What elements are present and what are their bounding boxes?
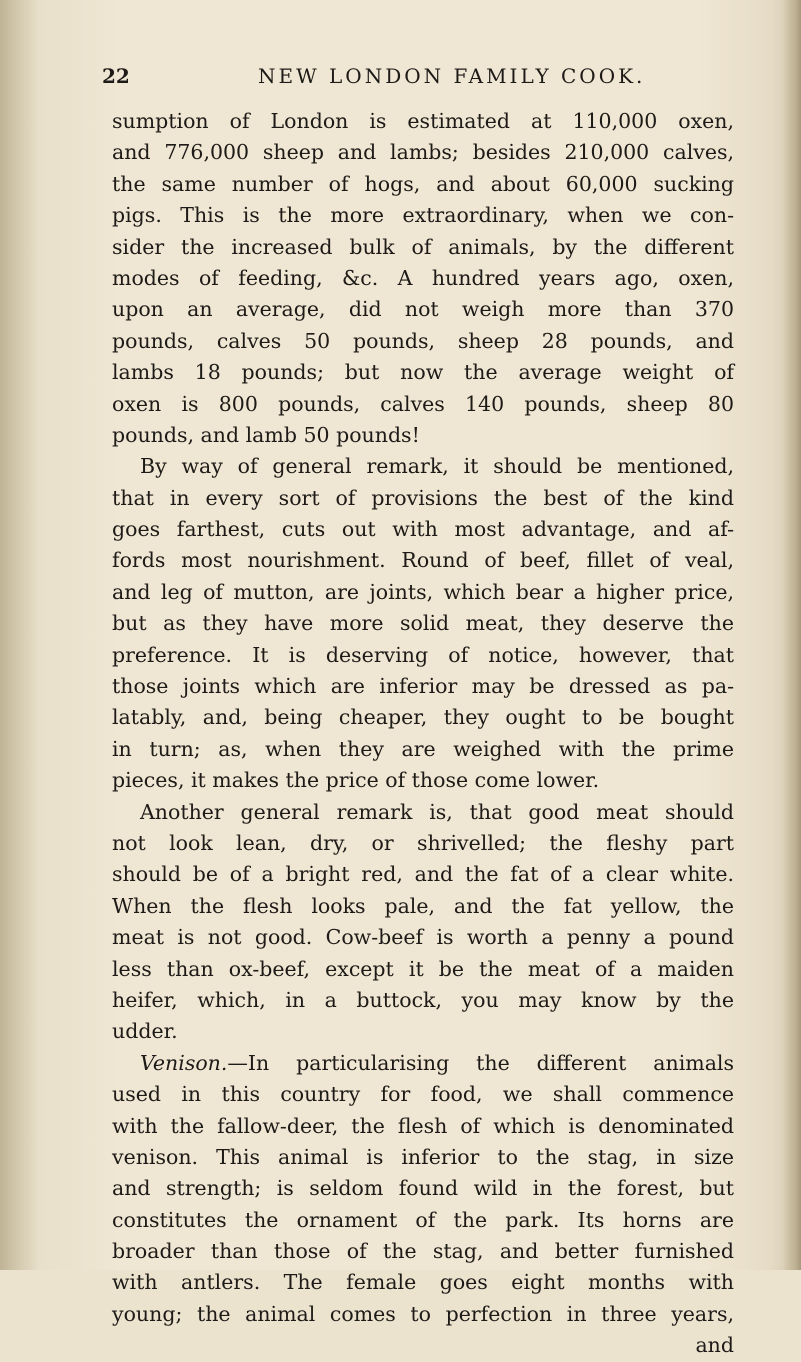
text-line: By way of general remark, it should be mentioned, (140, 454, 734, 479)
running-head: NEW LONDON FAMILY COOK. (258, 64, 646, 88)
text-line: in turn; as, when they are weighed with the prime (112, 736, 734, 761)
body-text (112, 106, 734, 1362)
text-line: pieces, it makes the price of those come lower. (112, 768, 600, 793)
text-line: upon an average, did not weigh more than 370 (112, 297, 734, 322)
text-line: pigs. This is the more extraordinary, when we con- (112, 203, 734, 228)
text-line: but as they have more solid meat, they deserve the (112, 611, 734, 636)
text-line: constitutes the ornament of the park. Its horns are (112, 1207, 734, 1232)
text-line: heifer, which, in a buttock, you may know by the (112, 987, 734, 1012)
text-line: the same number of hogs, and about 60,000 sucking (112, 171, 734, 196)
text-line: young; the animal comes to perfection in three years, (112, 1301, 734, 1326)
text-line: and strength; is seldom found wild in the forest, but (112, 1176, 734, 1201)
text-line: latably, and, being cheaper, they ought to be bought (112, 705, 734, 730)
page-header (102, 64, 742, 94)
text-line: fords most nourishment. Round of beef, fillet of veal, (112, 548, 734, 573)
text-line: and leg of mutton, are joints, which bear a higher price, (112, 579, 734, 604)
text-line: not look lean, dry, or shrivelled; the fleshy part (112, 830, 734, 855)
text-line: those joints which are inferior may be dressed as pa- (112, 674, 734, 699)
text-line: sider the increased bulk of animals, by the different (112, 234, 734, 259)
text-line: venison. This animal is inferior to the stag, in size (112, 1144, 734, 1169)
text-line: preference. It is deserving of notice, however, that (112, 642, 734, 667)
text-line: that in every sort of provisions the best of the kind (112, 485, 734, 510)
text-line: broader than those of the stag, and better furnished (112, 1239, 734, 1264)
text-line: with antlers. The female goes eight months with (112, 1270, 734, 1295)
text-line: lambs 18 pounds; but now the average weight of (112, 360, 734, 385)
page-number: 22 (102, 64, 130, 88)
text-line: and 776,000 sheep and lambs; besides 210,000 calves, (112, 140, 734, 165)
section-heading-venison: Venison. (140, 1050, 228, 1075)
text-line: Another general remark is, that good meat should (140, 799, 734, 824)
text-line-rest: —In particularising the different animals (227, 1050, 734, 1075)
page-edge-shadow (783, 0, 801, 1270)
text-line: modes of feeding, &c. A hundred years ago, oxen, (112, 265, 734, 290)
text-line: sumption of London is estimated at 110,000 oxen, (112, 109, 734, 133)
text-line: pounds, calves 50 pounds, sheep 28 pounds, and (112, 328, 734, 353)
text-line: should be of a bright red, and the fat of a clear white. (112, 862, 734, 887)
text-line: When the flesh looks pale, and the fat yellow, the (112, 893, 734, 918)
text-line (112, 1048, 734, 1079)
text-line: oxen is 800 pounds, calves 140 pounds, sheep 80 (112, 391, 734, 416)
page-gutter-shadow (0, 0, 38, 1270)
text-line: pounds, and lamb 50 pounds! (112, 422, 420, 447)
text-line: used in this country for food, we shall commence (112, 1082, 734, 1107)
text-line: goes farthest, cuts out with most advantage, and af- (112, 517, 734, 542)
text-line: meat is not good. Cow-beef is worth a penny a pound (112, 925, 734, 950)
text-line: with the fallow-deer, the flesh of which is denominated (112, 1113, 734, 1138)
text-line: less than ox-beef, except it be the meat of a maiden (112, 956, 734, 981)
catchword: and (695, 1333, 734, 1358)
text-line: udder. (112, 1019, 178, 1044)
